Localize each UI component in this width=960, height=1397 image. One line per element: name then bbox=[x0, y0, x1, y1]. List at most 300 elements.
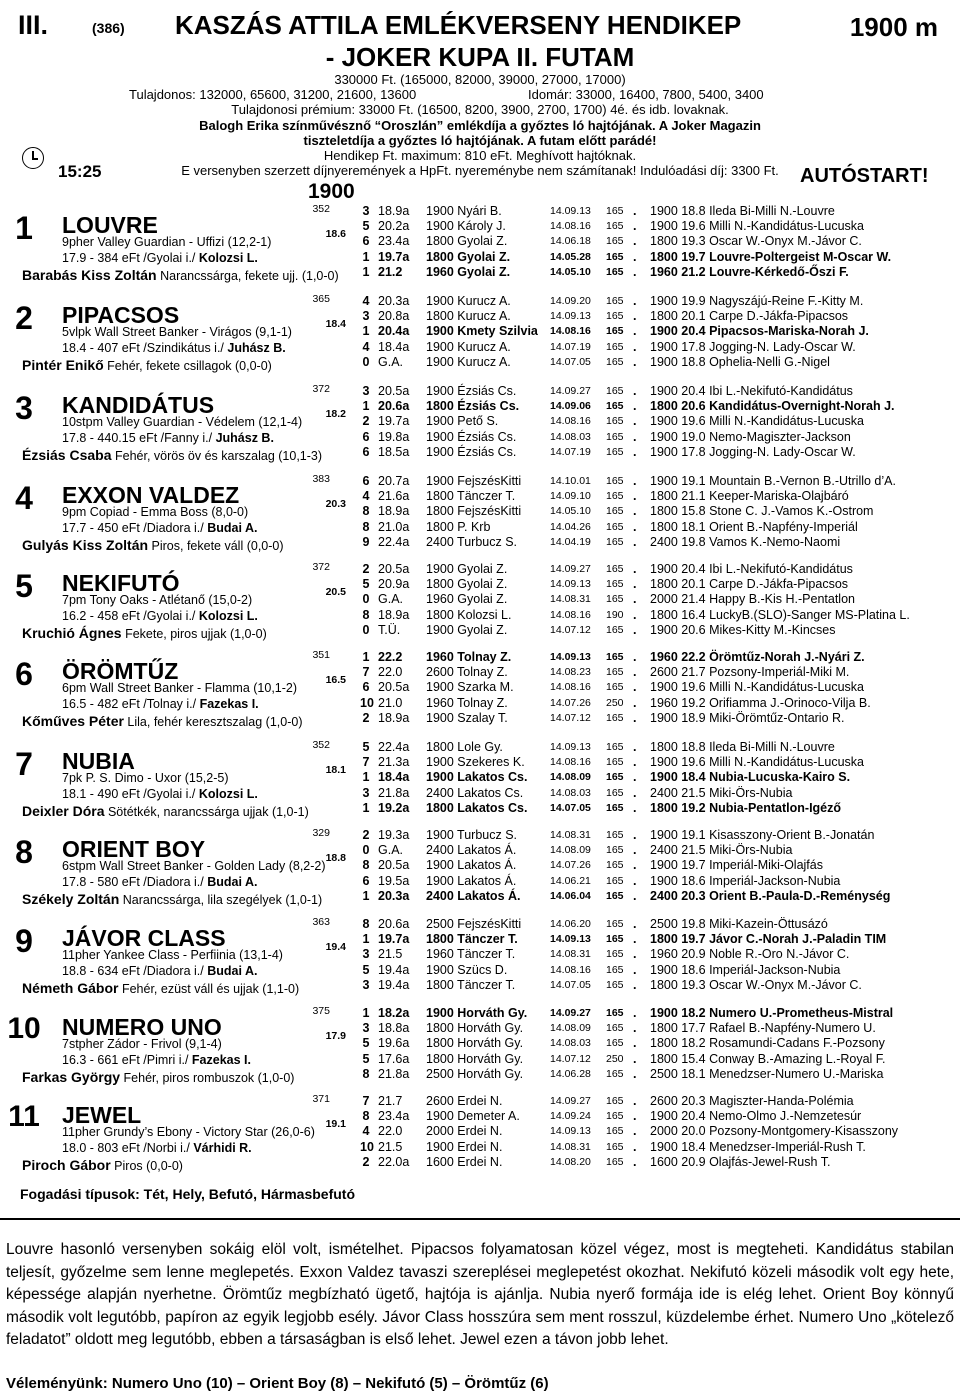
run-code: 165 bbox=[606, 829, 624, 841]
run-distance-driver: 1900 Szücs D. bbox=[426, 962, 508, 977]
run-position: 7 bbox=[362, 1094, 370, 1108]
run-date: 14.07.26 bbox=[550, 859, 591, 872]
past-run-row bbox=[360, 917, 960, 932]
separator-dot: . bbox=[633, 680, 637, 695]
run-code: 165 bbox=[606, 578, 624, 591]
run-code: 165 bbox=[606, 681, 624, 694]
race-count: 372 bbox=[312, 383, 330, 395]
driver-colors: Fehér, ezüst váll és ujjak (1,1-0) bbox=[121, 982, 300, 996]
race-count: 372 bbox=[312, 561, 330, 573]
autostart-label: AUTÓSTART! bbox=[800, 165, 929, 187]
separator-dot: . bbox=[633, 219, 637, 234]
past-run-row bbox=[360, 786, 960, 801]
driver-colors: Fehér, piros rombuszok (1,0-0) bbox=[123, 1071, 295, 1085]
separator-dot: . bbox=[633, 695, 637, 710]
run-code: 165 bbox=[606, 1095, 624, 1107]
trainer-name: Kolozsi L. bbox=[198, 787, 258, 801]
horse-pedigree: 7pk P. S. Dimo - Uxor (15,2-5) bbox=[62, 771, 229, 785]
separator-dot: . bbox=[633, 1124, 637, 1139]
run-time: 19.3a bbox=[378, 828, 410, 842]
run-date: 14.10.01 bbox=[550, 475, 591, 487]
separator-dot: . bbox=[633, 917, 637, 931]
run-position: 4 bbox=[362, 294, 370, 308]
trainer-name: Budai A. bbox=[207, 521, 258, 535]
run-result: 1600 20.9 Olajfás-Jewel-Rush T. bbox=[650, 1154, 831, 1169]
run-position: 6 bbox=[362, 474, 370, 488]
run-code: 165 bbox=[606, 933, 624, 946]
separator-dot: . bbox=[633, 1036, 637, 1051]
stakes-line: E versenyben szerzett díjnyeremények a HpFt. nyereménybe nem számítanak! Indulóadási díj: 3300 Ft. bbox=[181, 163, 779, 178]
past-run-row bbox=[360, 204, 960, 219]
run-code: 165 bbox=[606, 651, 624, 663]
run-code: 165 bbox=[606, 963, 624, 976]
driver-colors: Piros, fekete váll (0,0-0) bbox=[151, 539, 284, 553]
past-run-row bbox=[360, 874, 960, 889]
separator-dot: . bbox=[633, 414, 637, 429]
run-time: 20.6a bbox=[378, 399, 410, 414]
run-code: 165 bbox=[606, 711, 624, 724]
run-code: 165 bbox=[606, 756, 624, 769]
past-run-row bbox=[360, 623, 960, 638]
run-time: 18.8a bbox=[378, 1021, 410, 1036]
run-position: 2 bbox=[362, 710, 370, 725]
run-position: 4 bbox=[362, 339, 370, 354]
separator-dot: . bbox=[633, 534, 637, 549]
run-time: 22.0a bbox=[378, 1154, 410, 1169]
run-position: 3 bbox=[362, 309, 370, 324]
run-date: 14.08.03 bbox=[550, 786, 591, 799]
run-time: 21.6a bbox=[378, 489, 410, 504]
run-position: 8 bbox=[362, 1066, 370, 1081]
run-date: 14.09.24 bbox=[550, 1110, 591, 1123]
run-distance-driver: 2600 Erdei N. bbox=[426, 1094, 503, 1108]
run-time: G.A. bbox=[378, 843, 404, 858]
run-time: G.A. bbox=[378, 592, 404, 607]
past-run-row bbox=[360, 1006, 960, 1021]
run-time: 18.5a bbox=[378, 444, 410, 459]
run-position: 1 bbox=[362, 932, 370, 947]
past-run-row bbox=[360, 265, 960, 280]
past-run-row bbox=[360, 680, 960, 695]
run-result: 1900 20.4 Ibi L.-Nekifutó-Kandidátus bbox=[650, 384, 853, 398]
run-time: T.Ü. bbox=[378, 622, 401, 637]
separator-dot: . bbox=[633, 1094, 637, 1108]
run-position: 5 bbox=[362, 1051, 370, 1066]
horse-pedigree: 10stpm Valley Guardian - Védelem (12,1-4) bbox=[62, 415, 303, 429]
separator-dot: . bbox=[633, 650, 637, 664]
hendikep-line: Hendikep Ft. maximum: 810 eFt. Meghívott hajtóknak. bbox=[323, 148, 637, 163]
run-position: 3 bbox=[362, 204, 370, 218]
run-distance-driver: 1800 Horváth Gy. bbox=[426, 1021, 524, 1036]
run-date: 14.07.26 bbox=[550, 696, 591, 709]
run-date: 14.04.26 bbox=[550, 520, 591, 533]
run-position: 6 bbox=[362, 429, 370, 444]
run-code: 165 bbox=[606, 666, 624, 679]
run-position: 8 bbox=[362, 917, 370, 931]
record-text: 17.8 - 580 eFt /Diadora i./ bbox=[62, 875, 208, 889]
start-time: 15:25 bbox=[58, 162, 102, 181]
horse-number: 2 bbox=[15, 300, 33, 336]
run-distance-driver: 1900 Nyári B. bbox=[426, 204, 502, 218]
run-date: 14.09.06 bbox=[550, 400, 591, 413]
run-time: 17.6a bbox=[378, 1051, 410, 1066]
run-code: 165 bbox=[606, 535, 624, 548]
run-distance-driver: 1800 Gyolai Z. bbox=[426, 249, 511, 264]
run-date: 14.07.05 bbox=[550, 801, 591, 814]
run-time: 18.9a bbox=[378, 607, 410, 622]
run-code: 165 bbox=[606, 220, 624, 233]
run-distance-driver: 1800 Ézsiás Cs. bbox=[426, 399, 520, 414]
run-distance-driver: 1800 Tänczer T. bbox=[426, 932, 518, 947]
driver-line bbox=[22, 1069, 294, 1085]
run-time: 19.2a bbox=[378, 800, 410, 815]
run-date: 14.05.10 bbox=[550, 505, 591, 518]
past-run-row bbox=[360, 608, 960, 623]
run-date: 14.08.16 bbox=[550, 325, 591, 338]
past-run-row bbox=[360, 340, 960, 355]
horse-entry bbox=[0, 202, 960, 283]
run-distance-driver: 1900 Demeter A. bbox=[426, 1109, 520, 1124]
past-run-row bbox=[360, 535, 960, 550]
run-date: 14.06.04 bbox=[550, 889, 591, 902]
past-run-row bbox=[360, 1036, 960, 1051]
run-result: 1960 20.9 Noble R.-Oro N.-Jávor C. bbox=[650, 947, 850, 962]
run-date: 14.08.09 bbox=[550, 771, 591, 784]
horse-name: ÖRÖMTŰZ bbox=[62, 658, 179, 684]
run-distance-driver: 1800 P. Krb bbox=[426, 519, 491, 534]
run-distance-driver: 1900 Ézsiás Cs. bbox=[426, 429, 517, 444]
run-position: 7 bbox=[362, 665, 370, 680]
run-result: 1900 18.6 Imperiál-Jackson-Nubia bbox=[650, 873, 841, 888]
run-date: 14.09.13 bbox=[550, 310, 591, 323]
past-run-row bbox=[360, 399, 960, 414]
run-date: 14.09.27 bbox=[550, 1007, 591, 1019]
past-run-row bbox=[360, 384, 960, 399]
run-distance-driver: 2000 Erdei N. bbox=[426, 1124, 503, 1139]
owner-prizes: Tulajdonos: 132000, 65600, 31200, 21600, 13600 bbox=[129, 87, 417, 102]
trainer-name: Budai A. bbox=[207, 875, 258, 889]
horse-number: 5 bbox=[15, 568, 33, 604]
horse-record bbox=[62, 1053, 251, 1067]
horse-rating: 16.5 bbox=[325, 674, 346, 686]
run-date: 14.09.20 bbox=[550, 295, 591, 307]
separator-dot: . bbox=[633, 429, 637, 444]
run-time: 22.4a bbox=[378, 740, 410, 754]
horse-number: 10 bbox=[7, 1012, 41, 1045]
run-date: 14.08.16 bbox=[550, 756, 591, 769]
run-result: 1900 18.9 Miki-Örömtűz-Ontario R. bbox=[650, 710, 845, 725]
past-run-row bbox=[360, 219, 960, 234]
separator-dot: . bbox=[633, 1066, 637, 1081]
run-distance-driver: 1800 Tänczer T. bbox=[426, 489, 516, 504]
run-code: 165 bbox=[606, 1155, 624, 1168]
run-code: 165 bbox=[606, 978, 624, 991]
run-code: 165 bbox=[606, 295, 624, 307]
run-distance-driver: 1900 Lakatos Cs. bbox=[426, 770, 528, 785]
run-result: 2000 21.4 Happy B.-Kis H.-Pentatlon bbox=[650, 592, 855, 607]
run-result: 1900 18.8 Ileda Bi-Milli N.-Louvre bbox=[650, 204, 835, 218]
run-date: 14.08.31 bbox=[550, 593, 591, 606]
tip-line: Véleményünk: Numero Uno (10) – Orient Boy (8) – Nekifutó (5) – Örömtűz (6) bbox=[6, 1375, 549, 1392]
horse-name: ORIENT BOY bbox=[62, 836, 206, 862]
run-result: 1900 18.4 Nubia-Lucuska-Kairo S. bbox=[650, 770, 851, 785]
run-distance-driver: 1800 Lole Gy. bbox=[426, 740, 503, 754]
run-position: 3 bbox=[362, 1021, 370, 1036]
run-code: 165 bbox=[606, 310, 624, 323]
run-time: 22.2 bbox=[378, 650, 403, 664]
run-result: 1800 19.7 Jávor C.-Norah J.-Paladin TIM bbox=[650, 932, 887, 947]
horse-pedigree: 6stpm Wall Street Banker - Golden Lady (8,2-2) bbox=[62, 859, 326, 873]
horse-pedigree: 6pm Wall Street Banker - Flamma (10,1-2) bbox=[62, 681, 298, 695]
race-id: (386) bbox=[92, 20, 125, 36]
past-run-row bbox=[360, 858, 960, 873]
past-run-row bbox=[360, 294, 960, 309]
run-code: 165 bbox=[606, 563, 624, 575]
run-position: 3 bbox=[362, 384, 370, 398]
run-code: 165 bbox=[606, 1125, 624, 1138]
run-date: 14.08.16 bbox=[550, 220, 591, 233]
horse-entry bbox=[0, 1092, 960, 1173]
separator-dot: . bbox=[633, 888, 637, 903]
run-code: 190 bbox=[606, 608, 624, 621]
run-position: 9 bbox=[362, 534, 370, 549]
horse-rating: 18.6 bbox=[325, 228, 346, 240]
run-result: 1960 21.2 Louvre-Kérkedő-Őszi F. bbox=[650, 264, 849, 279]
run-time: 20.5a bbox=[378, 680, 410, 695]
run-date: 14.08.16 bbox=[550, 681, 591, 694]
divider bbox=[0, 1218, 960, 1220]
run-time: 23.4a bbox=[378, 234, 410, 249]
horse-name: NUMERO UNO bbox=[62, 1014, 222, 1040]
horse-number: 9 bbox=[15, 923, 33, 959]
run-position: 8 bbox=[362, 858, 370, 873]
run-time: 20.5a bbox=[378, 384, 410, 398]
separator-dot: . bbox=[633, 755, 637, 770]
race-count: 352 bbox=[312, 203, 330, 215]
run-time: 19.7a bbox=[378, 932, 410, 947]
run-time: 20.4a bbox=[378, 324, 410, 339]
separator-dot: . bbox=[633, 932, 637, 947]
run-date: 14.08.03 bbox=[550, 1037, 591, 1050]
horse-rating: 18.1 bbox=[325, 764, 346, 776]
separator-dot: . bbox=[633, 339, 637, 354]
run-time: 20.5a bbox=[378, 858, 410, 873]
run-distance-driver: 1900 Gyolai Z. bbox=[426, 622, 508, 637]
run-result: 1900 20.4 Pipacsos-Mariska-Norah J. bbox=[650, 324, 869, 339]
run-result: 2000 20.0 Pozsony-Montgomery-Kisasszony bbox=[650, 1124, 899, 1139]
horse-pedigree: 5vlpk Wall Street Banker - Virágos (9,1-1) bbox=[62, 325, 292, 339]
past-run-row bbox=[360, 504, 960, 519]
trainer-name: Budai A. bbox=[207, 964, 258, 978]
run-position: 1 bbox=[362, 249, 370, 264]
run-result: 1900 19.0 Nemo-Magiszter-Jackson bbox=[650, 429, 851, 444]
race-count: 371 bbox=[312, 1093, 330, 1105]
horse-number: 8 bbox=[15, 834, 33, 870]
record-text: 17.7 - 450 eFt /Diadora i./ bbox=[62, 521, 208, 535]
record-text: 16.5 - 482 eFt /Tolnay i./ bbox=[62, 697, 200, 711]
run-distance-driver: 2600 Tolnay Z. bbox=[426, 665, 508, 680]
run-result: 1800 17.7 Rafael B.-Napfény-Numero U. bbox=[650, 1021, 876, 1036]
run-position: 5 bbox=[362, 577, 370, 592]
distance-heading: 1900 bbox=[308, 180, 355, 203]
separator-dot: . bbox=[633, 504, 637, 519]
bet-types: Fogadási típusok: Tét, Hely, Befutó, Hármasbefutó bbox=[20, 1186, 356, 1202]
run-distance-driver: 1900 Kurucz A. bbox=[426, 339, 511, 354]
past-run-row bbox=[360, 577, 960, 592]
run-code: 165 bbox=[606, 415, 624, 428]
run-distance-driver: 1900 Turbucz S. bbox=[426, 828, 518, 842]
run-distance-driver: 1900 Pető S. bbox=[426, 414, 499, 429]
horse-record bbox=[62, 251, 258, 265]
separator-dot: . bbox=[633, 607, 637, 622]
separator-dot: . bbox=[633, 1109, 637, 1124]
run-position: 5 bbox=[362, 740, 370, 754]
run-date: 14.08.03 bbox=[550, 430, 591, 443]
separator-dot: . bbox=[633, 1139, 637, 1154]
driver-line bbox=[22, 891, 322, 907]
expert-comment: Louvre hasonló versenyben sokáig elöl volt, ismételhet. Pipacsos folyamatosan közel végez, most is megteheti. Kandidátus stabilan teljesít, győzelme sem lenne meglepetés. Exxon Valdez tavaszi szereplései meglepetést okozhat. Nekifutó közeli második volt egy hete, képessége alapján nyerhetne. Örömtűz megbízható ügető, hajtója is ajánlja. Nubia nyerő formája ide is elég lehet. Orient Boy könnyű második volt legutóbb, papíron az egyik legjobb esély. Jávor Class hosszúra sem ment rosszul, küzdelembe érhet. Numero Uno „kötelező feladatot” oldott meg legutóbb, ebben a társaságban is első lehet. Jewel ezen a távon jobb lehet. bbox=[6, 1241, 954, 1349]
run-code: 165 bbox=[606, 623, 624, 636]
run-distance-driver: 1900 Ézsiás Cs. bbox=[426, 384, 517, 398]
run-date: 14.09.13 bbox=[550, 578, 591, 591]
run-code: 165 bbox=[606, 205, 624, 217]
past-run-row bbox=[360, 562, 960, 577]
run-distance-driver: 1800 Gyolai Z. bbox=[426, 577, 508, 592]
run-result: 2400 20.3 Orient B.-Paula-D.-Reménység bbox=[650, 888, 891, 903]
run-result: 1900 19.6 Milli N.-Kandidátus-Lucuska bbox=[650, 755, 865, 770]
run-time: 21.5 bbox=[378, 947, 403, 962]
horse-pedigree: 9pher Valley Guardian - Uffizi (12,2-1) bbox=[62, 235, 272, 249]
run-code: 165 bbox=[606, 325, 624, 338]
run-distance-driver: 1800 Horváth Gy. bbox=[426, 1036, 524, 1051]
horse-number: 3 bbox=[15, 390, 33, 426]
horse-record bbox=[62, 431, 274, 445]
run-code: 165 bbox=[606, 874, 624, 887]
run-code: 165 bbox=[606, 889, 624, 902]
run-distance-driver: 2500 FejszésKitti bbox=[426, 917, 522, 931]
horse-record bbox=[62, 1141, 252, 1155]
separator-dot: . bbox=[633, 294, 637, 308]
past-run-row bbox=[360, 650, 960, 665]
run-date: 14.07.12 bbox=[550, 623, 591, 636]
run-distance-driver: 1900 Szarka M. bbox=[426, 680, 514, 695]
run-date: 14.07.12 bbox=[550, 711, 591, 724]
run-position: 5 bbox=[362, 219, 370, 234]
separator-dot: . bbox=[633, 384, 637, 398]
run-code: 165 bbox=[606, 801, 624, 814]
run-code: 165 bbox=[606, 844, 624, 857]
record-text: 16.3 - 661 eFt /Pimri i./ bbox=[62, 1053, 192, 1067]
separator-dot: . bbox=[633, 843, 637, 858]
run-date: 14.09.13 bbox=[550, 1125, 591, 1138]
horse-rating: 19.1 bbox=[325, 1118, 346, 1130]
run-position: 0 bbox=[362, 354, 370, 369]
run-date: 14.09.27 bbox=[550, 385, 591, 397]
run-date: 14.07.05 bbox=[550, 978, 591, 991]
record-text: 18.4 - 407 eFt /Szindikátus i./ bbox=[62, 341, 228, 355]
run-distance-driver: 1800 Tänczer T. bbox=[426, 977, 516, 992]
run-code: 165 bbox=[606, 400, 624, 413]
separator-dot: . bbox=[633, 770, 637, 785]
horse-name: EXXON VALDEZ bbox=[62, 482, 240, 508]
run-code: 165 bbox=[606, 859, 624, 872]
horse-pedigree: 11pher Yankee Class - Perfiinia (13,1-4) bbox=[62, 948, 283, 962]
run-result: 1800 15.8 Stone C. J.-Vamos K.-Ostrom bbox=[650, 504, 874, 519]
run-result: 1900 17.8 Jogging-N. Lady-Oscar W. bbox=[650, 444, 856, 459]
run-time: 21.8a bbox=[378, 785, 410, 800]
run-distance-driver: 1800 Kolozsi L. bbox=[426, 607, 512, 622]
past-run-row bbox=[360, 474, 960, 489]
trainer-name: Juhász B. bbox=[227, 341, 286, 355]
trainer-name: Fazekas I. bbox=[191, 1053, 251, 1067]
horse-rating: 20.3 bbox=[325, 498, 346, 510]
separator-dot: . bbox=[633, 785, 637, 800]
race-subtitle: - JOKER KUPA II. FUTAM bbox=[325, 42, 635, 72]
separator-dot: . bbox=[633, 947, 637, 962]
driver-name: Kruchió Ágnes bbox=[22, 625, 122, 641]
trainer-name: Fazekas I. bbox=[199, 697, 259, 711]
run-distance-driver: 1800 Horváth Gy. bbox=[426, 1051, 524, 1066]
past-run-row bbox=[360, 592, 960, 607]
run-time: 20.7a bbox=[378, 474, 410, 488]
horse-entry bbox=[0, 738, 960, 819]
run-date: 14.08.09 bbox=[550, 1022, 591, 1035]
driver-name: Barabás Kiss Zoltán bbox=[22, 267, 157, 283]
run-distance-driver: 1800 Gyolai Z. bbox=[426, 234, 508, 249]
run-position: 0 bbox=[362, 592, 370, 607]
run-date: 14.09.13 bbox=[550, 205, 591, 217]
run-date: 14.06.20 bbox=[550, 918, 591, 930]
driver-colors: Sötétkék, narancssárga ujjak (1,0-1) bbox=[107, 805, 309, 819]
run-distance-driver: 1800 Lakatos Cs. bbox=[426, 800, 528, 815]
horse-rating: 18.2 bbox=[325, 408, 346, 420]
past-run-row bbox=[360, 696, 960, 711]
run-time: 21.8a bbox=[378, 1066, 410, 1081]
run-time: 19.4a bbox=[378, 977, 410, 992]
run-date: 14.08.31 bbox=[550, 948, 591, 961]
run-result: 1900 20.4 Ibi L.-Nekifutó-Kandidátus bbox=[650, 562, 853, 576]
run-result: 1800 19.3 Oscar W.-Onyx M.-Jávor C. bbox=[650, 977, 862, 992]
run-distance-driver: 1900 Szekeres K. bbox=[426, 755, 525, 770]
separator-dot: . bbox=[633, 665, 637, 680]
run-distance-driver: 2400 Lakatos Cs. bbox=[426, 785, 524, 800]
run-date: 14.07.19 bbox=[550, 445, 591, 458]
past-run-row bbox=[360, 489, 960, 504]
driver-line bbox=[22, 357, 272, 373]
driver-colors: Narancssárga, lila szegélyek (1,0-1) bbox=[122, 893, 323, 907]
horse-record bbox=[62, 697, 259, 711]
run-result: 2400 21.5 Miki-Örs-Nubia bbox=[650, 785, 793, 800]
separator-dot: . bbox=[633, 204, 637, 218]
past-run-row bbox=[360, 947, 960, 962]
run-time: 21.2 bbox=[378, 264, 403, 279]
past-run-row bbox=[360, 1109, 960, 1124]
run-result: 2500 19.8 Miki-Kazein-Öttusázó bbox=[650, 917, 828, 931]
separator-dot: . bbox=[633, 1006, 637, 1020]
record-text: 17.9 - 384 eFt /Gyolai i./ bbox=[62, 251, 199, 265]
run-code: 165 bbox=[606, 430, 624, 443]
run-date: 14.06.28 bbox=[550, 1067, 591, 1080]
horse-rating: 18.8 bbox=[325, 852, 346, 864]
separator-dot: . bbox=[633, 264, 637, 279]
run-time: 18.9a bbox=[378, 710, 410, 725]
run-position: 1 bbox=[362, 324, 370, 339]
horse-entry bbox=[0, 915, 960, 996]
trainer-name: Várhidi R. bbox=[193, 1141, 252, 1155]
run-date: 14.05.10 bbox=[550, 265, 591, 278]
run-date: 14.08.23 bbox=[550, 666, 591, 679]
driver-name: Németh Gábor bbox=[22, 980, 119, 996]
